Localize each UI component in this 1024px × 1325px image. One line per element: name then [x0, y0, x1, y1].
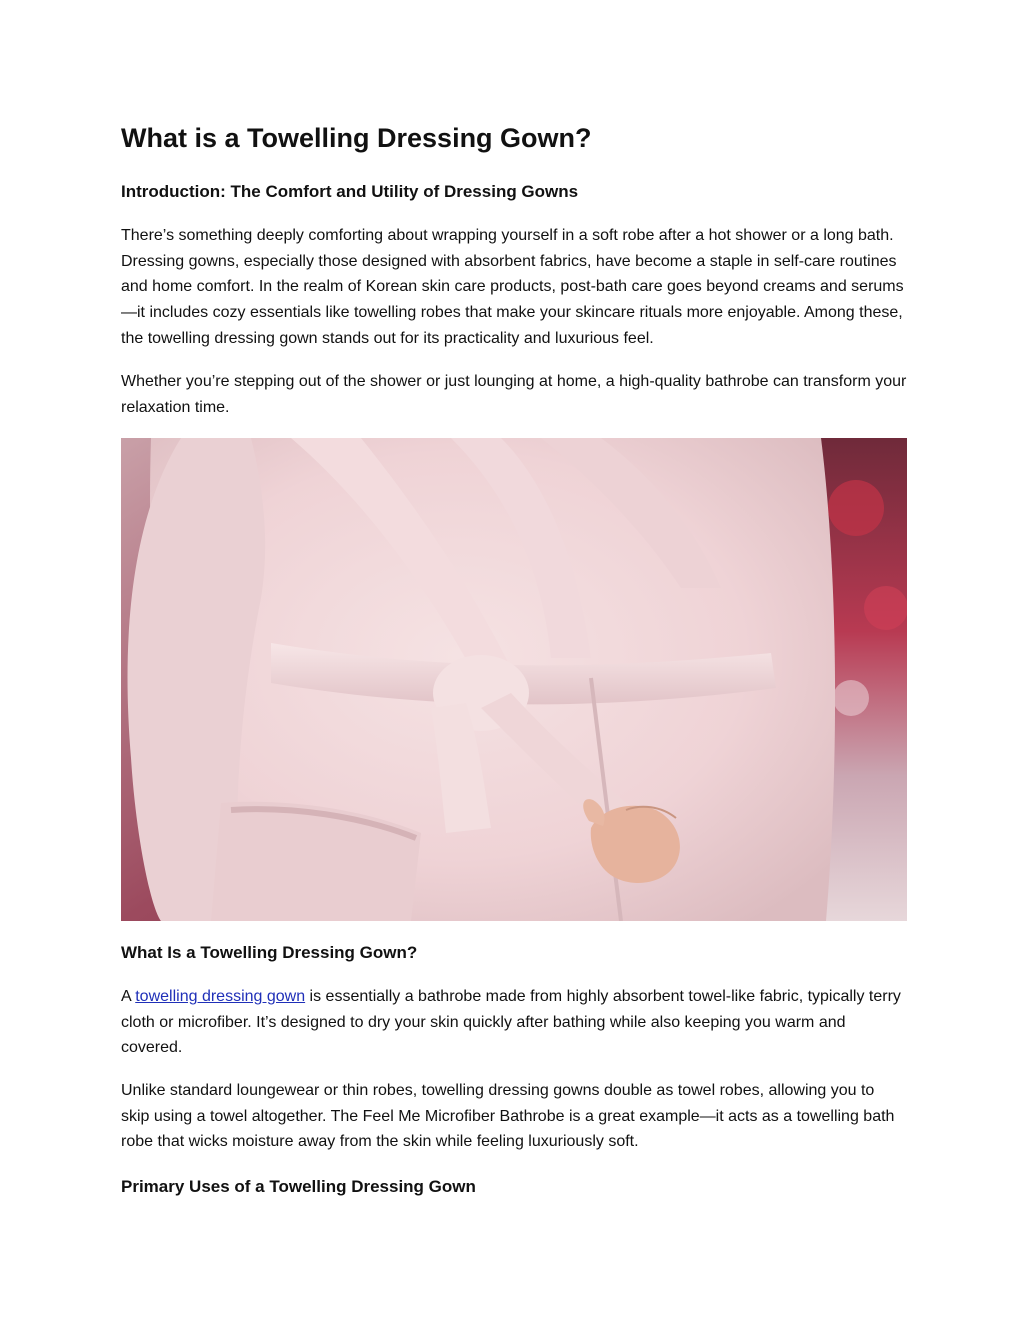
intro-paragraph-1: There’s something deeply comforting about wrapping yourself in a soft robe after a hot shower or a long bath. Dressing gowns, especially those designed with absorbent fabrics, have become a staple in self-care routines and home comfort. In the realm of Korean skin care products, post-bath care goes beyond creams and serums—it includes cozy essentials like towelling robes that make your skincare rituals more enjoyable. Among these, the towelling dressing gown stands out for its practicality and luxurious feel.: [121, 227, 904, 347]
page-title: What is a Towelling Dressing Gown?: [121, 123, 592, 153]
section1-paragraph-1-prefix: A: [121, 988, 136, 1005]
towelling-dressing-gown-link[interactable]: towelling dressing gown: [135, 988, 306, 1005]
intro-heading: Introduction: The Comfort and Utility of Dressing Gowns: [121, 182, 579, 201]
section1-paragraph-1: [121, 984, 907, 1061]
intro-paragraph-2: Whether you’re stepping out of the shower or just lounging at home, a high-quality bathrobe can transform your relaxation time.: [121, 373, 907, 416]
section-heading-primary-uses: Primary Uses of a Towelling Dressing Gown: [121, 1177, 476, 1196]
bathrobe-photo: [121, 438, 907, 921]
section-heading-what-is: What Is a Towelling Dressing Gown?: [121, 943, 418, 962]
section1-paragraph-2: Unlike standard loungewear or thin robes, towelling dressing gowns double as towel robes, allowing you to skip using a towel altogether. The Feel Me Microfiber Bathrobe is a great example—it acts as a towelling bath robe that wicks moisture away from the skin while feeling luxuriously soft.: [121, 1082, 895, 1151]
section1-paragraph-1-suffix: is essentially a bathrobe made from highly absorbent towel-like fabric, typically terry cloth or microfiber. It’s designed to dry your skin quickly after bathing while also keeping you warm and covered.: [121, 988, 901, 1057]
